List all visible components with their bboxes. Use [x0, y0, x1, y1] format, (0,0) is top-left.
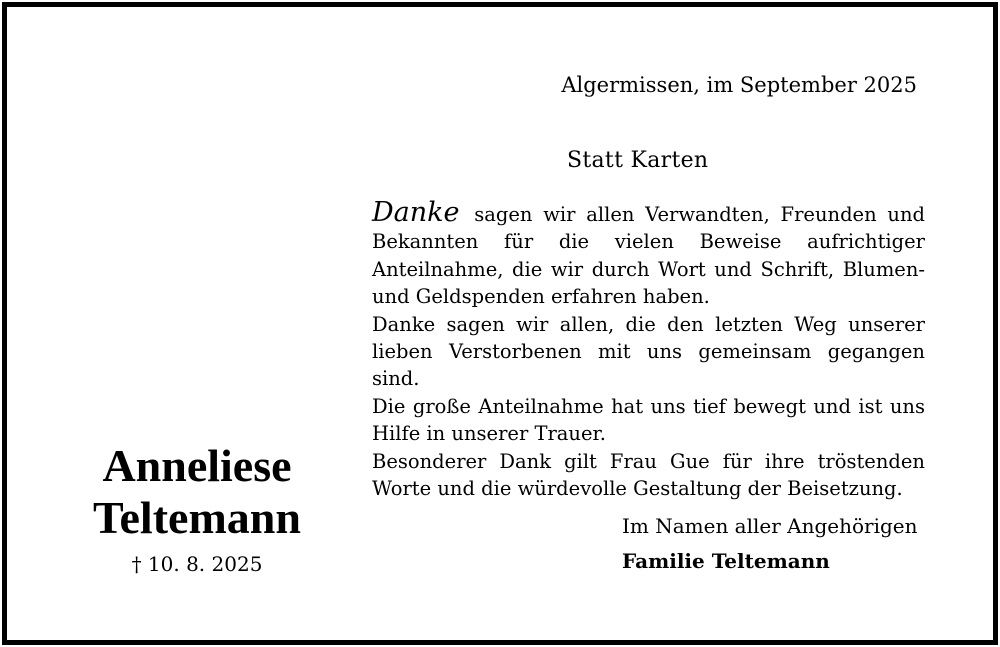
statt-karten-heading: Statt Karten — [567, 148, 709, 173]
message-paragraph-1-text: sagen wir allen Verwandten, Freunden und Bekannten für die vielen Beweise aufrichtiger Anteilnahme, die wir durch Wort und Schrift, Blumen- und Geldspenden erfahren haben. — [372, 203, 926, 309]
signature-block — [622, 513, 918, 573]
message-paragraph-2: Danke sagen wir allen, die den letzten Weg unserer lieben Verstorbenen mit uns gemeinsam gegangen sind. — [372, 312, 925, 391]
family-name: Familie Teltemann — [622, 549, 830, 573]
message-paragraph-3: Die große Anteilnahme hat uns tief bewegt und ist uns Hilfe in unserer Trauer. — [372, 394, 925, 446]
deceased-last-name: Teltemann — [93, 492, 301, 543]
deceased-block — [67, 440, 327, 576]
death-date: † 10. 8. 2025 — [131, 552, 263, 576]
notice-card — [2, 2, 998, 645]
message-paragraph-4: Besonderer Dank gilt Frau Gue für ihre tröstenden Worte und die würdevolle Gestaltung der Beisetzung. — [372, 449, 925, 501]
on-behalf-line: Im Namen aller Angehörigen — [622, 514, 918, 538]
danke-lead-word: Danke — [372, 197, 460, 228]
thank-you-message — [372, 199, 925, 502]
deceased-first-name: Anneliese — [102, 440, 292, 491]
message-paragraph-1 — [372, 199, 925, 311]
place-date: Algermissen, im September 2025 — [561, 73, 917, 97]
